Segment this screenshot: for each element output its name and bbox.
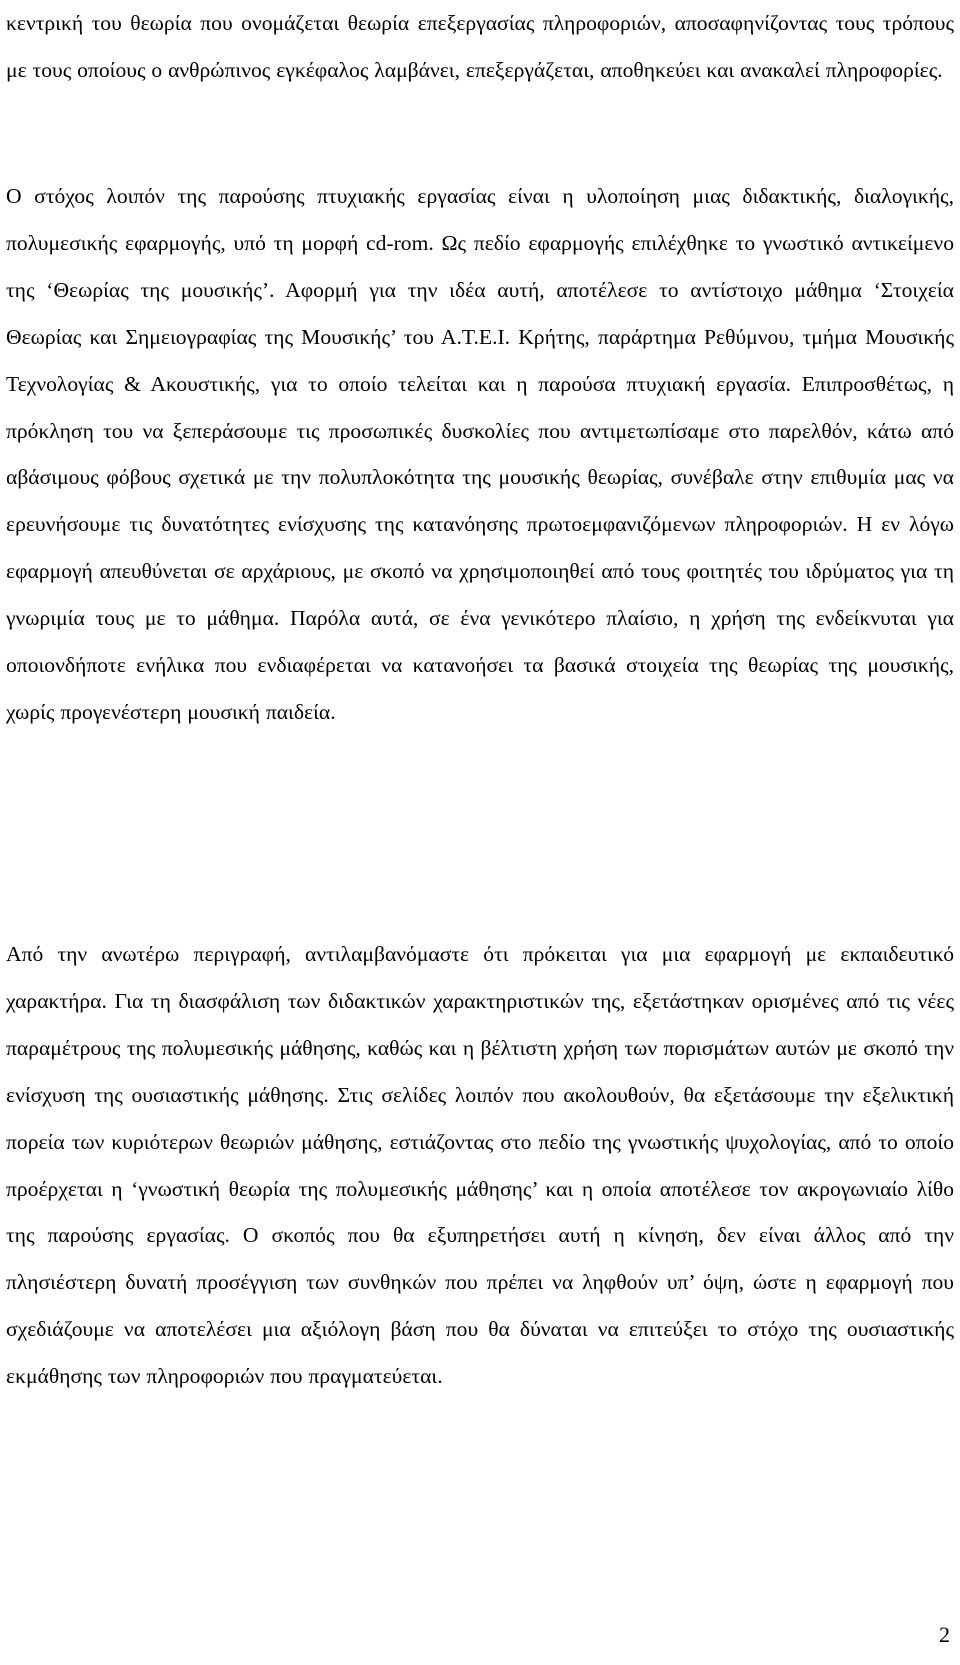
paragraph-1: κεντρική του θεωρία που ονομάζεται θεωρία επεξεργασίας πληροφοριών, αποσαφηνίζοντας τους τρόπους με τους οποίους ο ανθρώπινος εγκέφαλος λαμβάνει, επεξεργάζεται, αποθηκεύει και ανακαλεί πληροφορίες. [6, 11, 954, 82]
page-number: 2 [939, 1622, 950, 1647]
paragraph-2: Ο στόχος λοιπόν της παρούσης πτυχιακής εργασίας είναι η υλοποίηση μιας διδακτικής, διαλογικής, πολυμεσικής εφαρμογής, υπό τη μορφή cd-rom. Ως πεδίο εφαρμογής επιλέχθηκε το γνωστικό αντικείμενο της ‘Θεωρίας της μουσικής’. Αφορμή για την ιδέα αυτή, αποτέλεσε το αντίστοιχο μάθημα ‘Στοιχεία Θεωρίας και Σημειογραφίας της Μουσικής’ του Α.Τ.Ε.Ι. Κρήτης, παράρτημα Ρεθύμνου, τμήμα Μουσικής Τεχνολογίας & Ακουστικής, για το οποίο τελείται και η παρούσα πτυχιακή εργασία. Επιπροσθέτως, η πρόκληση του να ξεπεράσουμε τις προσωπικές δυσκολίες που αντιμετωπίσαμε στο παρελθόν, κάτω από αβάσιμους φόβους σχετικά με την πολυπλοκότητα της μουσικής θεωρίας, συνέβαλε στην επιθυμία μας να ερευνήσουμε τις δυνατότητες ενίσχυσης της κατανόησης πρωτοεμφανιζόμενων πληροφοριών. Η εν λόγω εφαρμογή απευθύνεται σε αρχάριους, με σκοπό να χρησιμοποιηθεί από τους φοιτητές του ιδρύματος για τη γνωριμία τους με το μάθημα. Παρόλα αυτά, σε ένα γενικότερο πλαίσιο, η χρήση της ενδείκνυται για οποιονδήποτε ενήλικα που ενδιαφέρεται να κατανοήσει τα βασικά στοιχεία της θεωρίας της μουσικής, χωρίς προγενέστερη μουσική παιδεία. [6, 184, 954, 724]
paragraph-3: Από την ανωτέρω περιγραφή, αντιλαμβανόμαστε ότι πρόκειται για μια εφαρμογή με εκπαιδευτικό χαρακτήρα. Για τη διασφάλιση των διδακτικών χαρακτηριστικών της, εξετάστηκαν ορισμένες από τις νέες παραμέτρους της πολυμεσικής μάθησης, καθώς και η βέλτιστη χρήση των πορισμάτων αυτών με σκοπό την ενίσχυση της ουσιαστικής μάθησης. Στις σελίδες λοιπόν που ακολουθούν, θα εξετάσουμε την εξελικτική πορεία των κυριότερων θεωριών μάθησης, εστιάζοντας στο πεδίο της γνωστικής ψυχολογίας, από το οποίο προέρχεται η ‘γνωστική θεωρία της πολυμεσικής μάθησης’ και η οποία αποτέλεσε τον ακρογωνιαίο λίθο της παρούσης εργασίας. Ο σκοπός που θα εξυπηρετήσει αυτή η κίνηση, δεν είναι άλλος από την πλησιέστερη δυνατή προσέγγιση των συνθηκών που πρέπει να ληφθούν υπ’ όψη, ώστε η εφαρμογή που σχεδιάζουμε να αποτελέσει μια αξιόλογη βάση που θα δύναται να επιτεύξει το στόχο της ουσιαστικής εκμάθησης των πληροφοριών που πραγματεύεται. [6, 942, 954, 1389]
